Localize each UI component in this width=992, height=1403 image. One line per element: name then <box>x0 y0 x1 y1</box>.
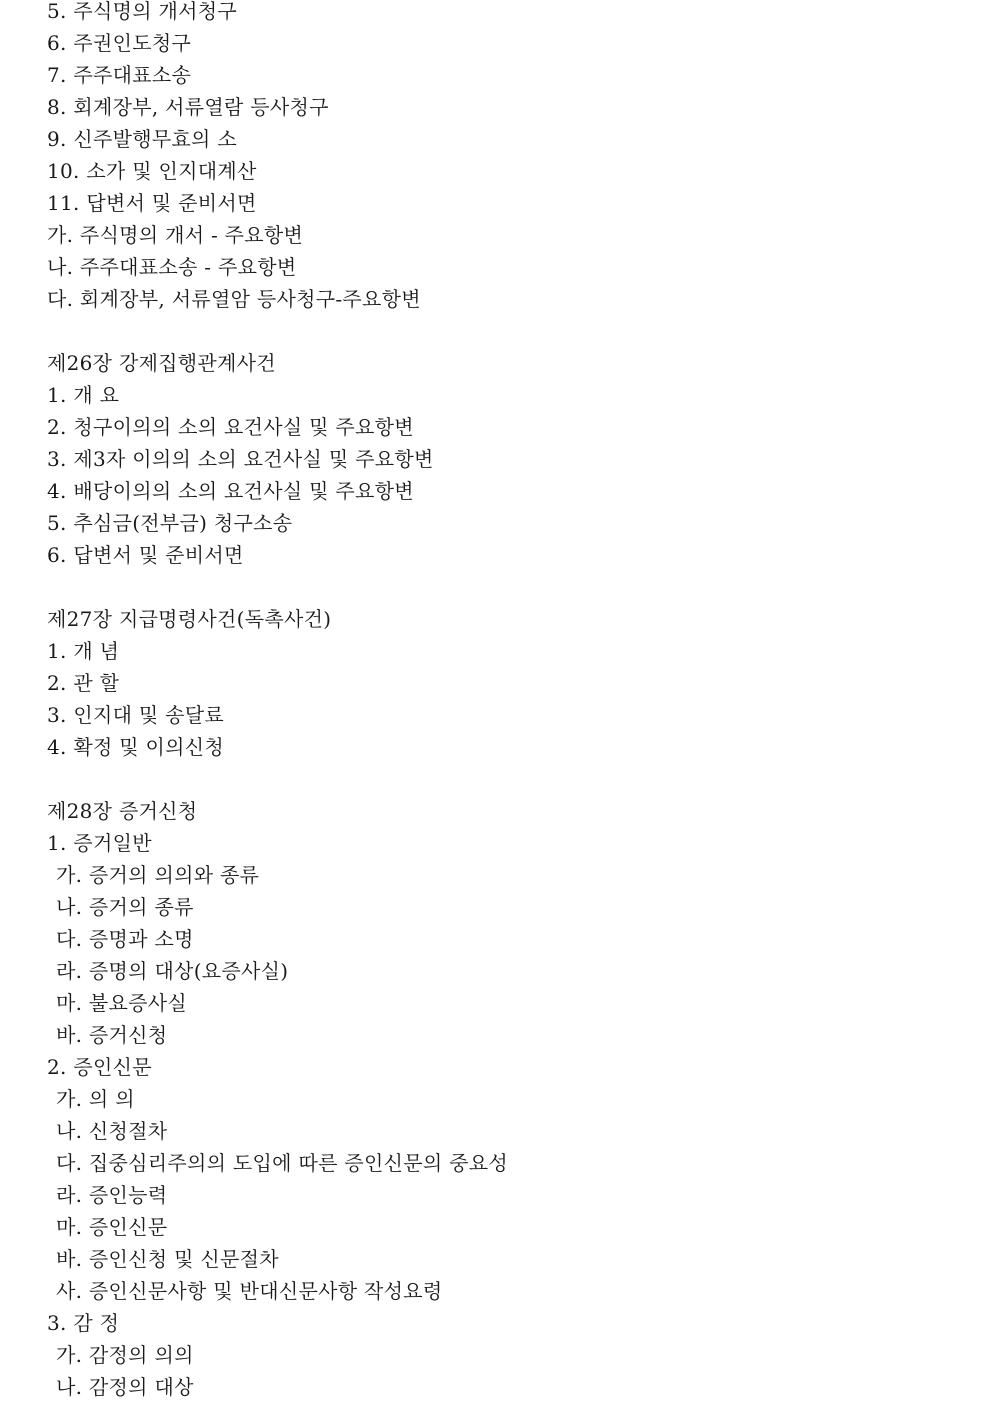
list-item: 다. 회계장부, 서류열암 등사청구-주요항변 <box>47 287 421 311</box>
sub-item: 마. 증인신문 <box>56 1215 168 1239</box>
list-item: 6. 답변서 및 준비서면 <box>47 543 244 567</box>
list-item: 3. 인지대 및 송달료 <box>47 703 224 727</box>
list-item: 4. 확정 및 이의신청 <box>47 735 224 759</box>
chapter-heading: 제27장 지급명령사건(독촉사건) <box>47 607 332 631</box>
sub-item: 라. 증인능력 <box>56 1183 168 1207</box>
sub-item: 나. 감정의 대상 <box>56 1375 194 1399</box>
list-item: 8. 회계장부, 서류열람 등사청구 <box>47 95 329 119</box>
chapter-heading: 제26장 강제집행관계사건 <box>47 351 276 375</box>
sub-item: 다. 집중심리주의의 도입에 따른 증인신문의 중요성 <box>56 1151 508 1175</box>
chapter-heading: 제28장 증거신청 <box>47 799 198 823</box>
sub-item: 가. 의 의 <box>56 1087 135 1111</box>
list-item: 3. 제3자 이의의 소의 요건사실 및 주요항변 <box>47 447 434 471</box>
sub-item: 바. 증인신청 및 신문절차 <box>56 1247 279 1271</box>
list-item: 10. 소가 및 인지대계산 <box>47 159 257 183</box>
list-item: 7. 주주대표소송 <box>47 63 192 87</box>
sub-item: 다. 증명과 소명 <box>56 927 194 951</box>
list-item: 5. 주식명의 개서청구 <box>47 0 237 23</box>
list-item: 1. 개 요 <box>47 383 120 407</box>
list-item: 6. 주권인도청구 <box>47 31 192 55</box>
list-item: 5. 추심금(전부금) 청구소송 <box>47 511 293 535</box>
list-item: 1. 증거일반 <box>47 831 152 855</box>
list-item: 3. 감 정 <box>47 1311 120 1335</box>
sub-item: 사. 증인신문사항 및 반대신문사항 작성요령 <box>56 1279 443 1303</box>
list-item: 4. 배당이의의 소의 요건사실 및 주요항변 <box>47 479 414 503</box>
section-gap <box>47 763 977 795</box>
sub-item: 가. 증거의 의의와 종류 <box>56 863 260 887</box>
section-gap <box>47 315 977 347</box>
section-gap <box>47 571 977 603</box>
sub-item: 가. 감정의 의의 <box>56 1343 194 1367</box>
list-item: 가. 주식명의 개서 - 주요항변 <box>47 223 304 247</box>
list-item: 11. 답변서 및 준비서면 <box>47 191 257 215</box>
list-item: 나. 주주대표소송 - 주요항변 <box>47 255 297 279</box>
list-item: 1. 개 념 <box>47 639 120 663</box>
document-body <box>47 0 977 1403</box>
sub-item: 나. 증거의 종류 <box>56 895 194 919</box>
list-item: 9. 신주발행무효의 소 <box>47 127 237 151</box>
sub-item: 라. 증명의 대상(요증사실) <box>56 959 289 983</box>
list-item: 2. 관 할 <box>47 671 120 695</box>
sub-item: 나. 신청절차 <box>56 1119 168 1143</box>
sub-item: 바. 증거신청 <box>56 1023 168 1047</box>
list-item: 2. 청구이의의 소의 요건사실 및 주요항변 <box>47 415 414 439</box>
list-item: 2. 증인신문 <box>47 1055 152 1079</box>
sub-item: 마. 불요증사실 <box>56 991 188 1015</box>
